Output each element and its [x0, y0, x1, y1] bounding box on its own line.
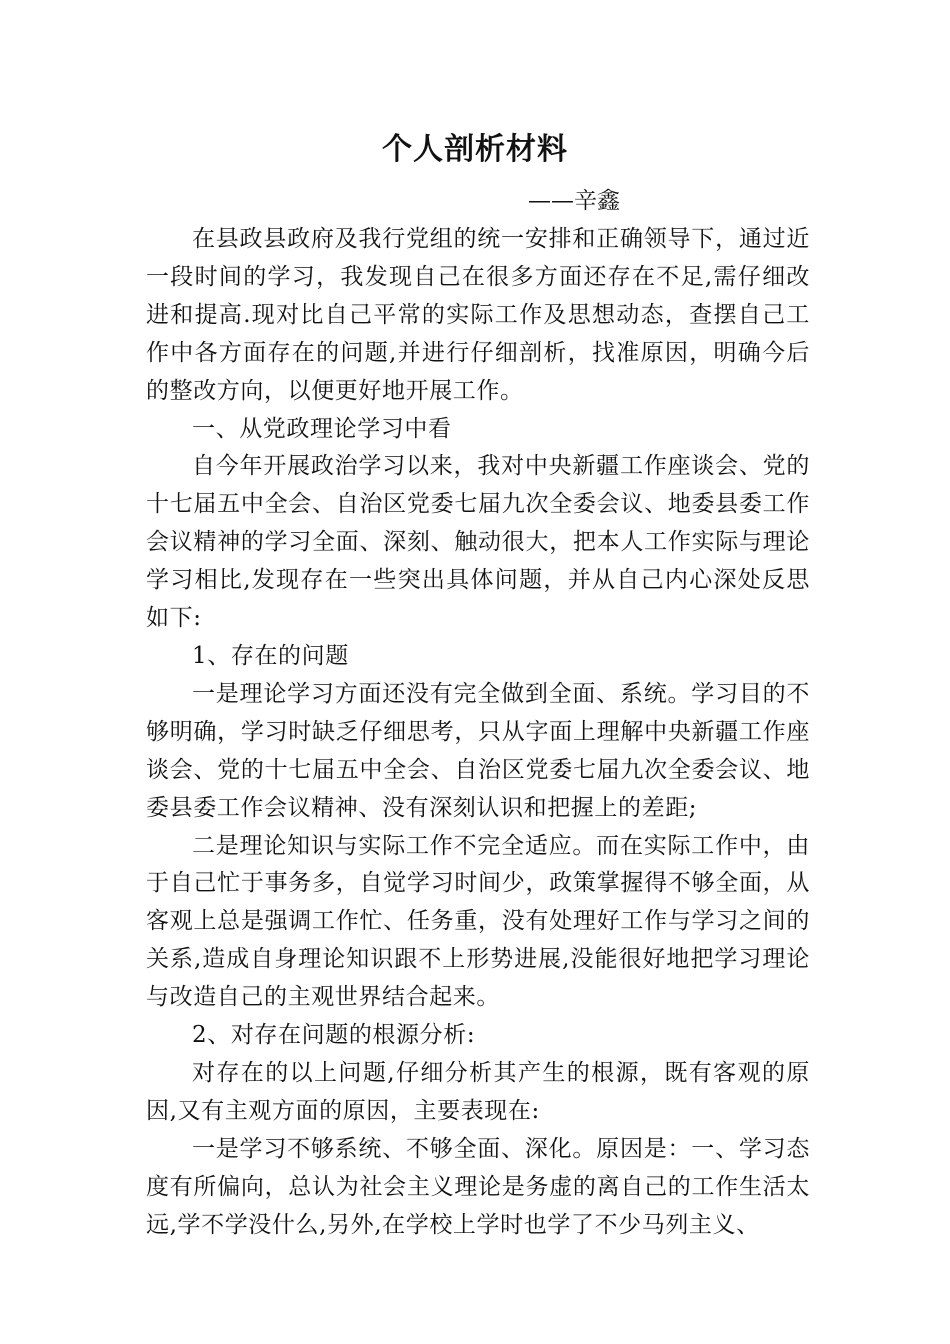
paragraph: 在县政县政府及我行党组的统一安排和正确领导下，通过近一段时间的学习，我发现自己在很多方面还存在不足,需仔细改进和提高.现对比自己平常的实际工作及思想动态，查摆自己工作中各方面存在的问题,并进行仔细剖析，找准原因，明确今后的整改方向，以便更好地开展工作。: [146, 226, 810, 404]
subsection-heading: 2、对存在问题的根源分析:: [192, 1022, 476, 1049]
document-title: 个人剖析材料: [382, 132, 568, 167]
document-body: [146, 221, 810, 1244]
subsection-heading: 1、存在的问题: [192, 642, 349, 669]
paragraph: 自今年开展政治学习以来，我对中央新疆工作座谈会、党的十七届五中全会、自治区党委七届九次全委会议、地委县委工作会议精神的学习全面、深刻、触动很大，把本人工作实际与理论学习相比,发现存在一些突出具体问题，并从自己内心深处反思如下:: [146, 453, 810, 632]
paragraph: 对存在的以上问题,仔细分析其产生的根源，既有客观的原因,又有主观方面的原因，主要表现在:: [146, 1059, 810, 1124]
paragraph: 一是学习不够系统、不够全面、深化。原因是：一、学习态度有所偏向，总认为社会主义理论是务虚的离自己的工作生活太远,学不学没什么,另外,在学校上学时也学了不少马列主义、: [146, 1135, 810, 1238]
section-heading: 一、从党政理论学习中看: [192, 415, 452, 442]
paragraph: 二是理论知识与实际工作不完全适应。而在实际工作中，由于自己忙于事务多，自觉学习时间少，政策掌握得不够全面，从客观上总是强调工作忙、任务重，没有处理好工作与学习之间的关系,造成自身理论知识跟不上形势进展,没能很好地把学习理论与改造自己的主观世界结合起来。: [146, 832, 810, 1011]
document-author: ——辛鑫: [528, 188, 620, 214]
paragraph: 一是理论学习方面还没有完全做到全面、系统。学习目的不够明确，学习时缺乏仔细思考，只从字面上理解中央新疆工作座谈会、党的十七届五中全会、自治区党委七届九次全委会议、地委县委工作会议精神、没有深刻认识和把握上的差距;: [146, 680, 810, 821]
